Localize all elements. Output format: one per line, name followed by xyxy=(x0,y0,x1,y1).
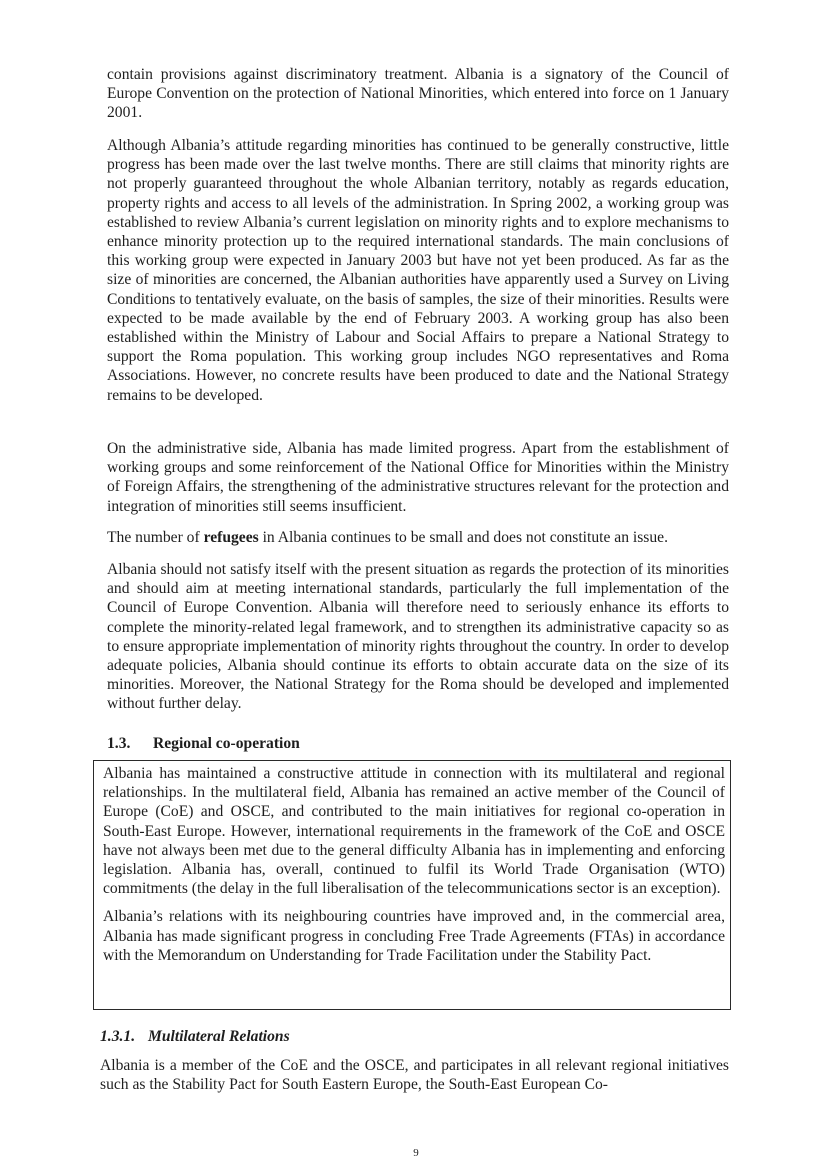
page-number: 9 xyxy=(413,1147,419,1159)
summary-paragraph-multilateral: Albania has maintained a constructive attitude in connection with its multilateral and regional relationships. In the multilateral field, Albania has remained an active member of the Council of Europe (CoE) and OSCE, and contributed to the main initiatives for regional co-operation in South-East Europe. However, international requirements in the framework of the CoE and OSCE have not always been met due to the general difficulty Albania has in implementing and enforcing legislation. Albania has, overall, continued to fulfil its World Trade Organisation (WTO) commitments (the delay in the full liberalisation of the telecommunications sector is an exception). xyxy=(103,765,725,898)
summary-box xyxy=(93,760,731,1010)
paragraph-refugees xyxy=(107,528,729,547)
paragraph-minority-convention: contain provisions against discriminatory treatment. Albania is a signatory of the Council of Europe Convention on the protection of National Minorities, which entered into force on 1 January 2001. xyxy=(107,66,729,122)
subsection-title: Multilateral Relations xyxy=(148,1028,290,1045)
paragraph-administrative-side: On the administrative side, Albania has made limited progress. Apart from the establishment of working groups and some reinforcement of the National Office for Minorities within the Ministry of Foreign Affairs, the strengthening of the administrative structures relevant for the protection and integration of minorities still seems insufficient. xyxy=(107,440,729,515)
paragraph-minority-progress: Although Albania’s attitude regarding minorities has continued to be generally constructive, little progress has been made over the last twelve months. There are still claims that minority rights are not properly guaranteed throughout the whole Albanian territory, notably as regards education, property rights and access to all levels of the administration. In Spring 2002, a working group was established to review Albania’s current legislation on minority rights and to explore mechanisms to enhance minority protection up to the required international standards. The main conclusions of this working group were expected in January 2003 but have not yet been produced. As far as the size of minorities are concerned, the Albanian authorities have apparently used a Survey on Living Conditions to tentatively evaluate, on the basis of samples, the size of their minorities. Results were expected to be made available by the end of February 2003. A working group has also been established within the Ministry of Labour and Social Affairs to prepare a National Strategy to support the Roma population. This working group includes NGO representatives and Roma Associations. However, no concrete results have been produced to date and the National Strategy remains to be developed. xyxy=(107,137,729,404)
subsection-number: 1.3.1. xyxy=(100,1028,136,1045)
section-heading xyxy=(107,734,300,753)
refugees-bold-term: refugees xyxy=(203,529,259,546)
paragraph-multilateral-relations: Albania is a member of the CoE and the OSCE, and participates in all relevant regional initiatives such as the Stability Pact for South Eastern Europe, the South-East European Co- xyxy=(100,1057,729,1094)
subsection-heading xyxy=(100,1027,290,1046)
refugees-text-after: in Albania continues to be small and does not constitute an issue. xyxy=(258,529,668,546)
section-number: 1.3. xyxy=(107,735,131,752)
section-title: Regional co-operation xyxy=(153,735,300,752)
paragraph-recommendations: Albania should not satisfy itself with the present situation as regards the protection of its minorities and should aim at meeting international standards, particularly the full implementation of the Council of Europe Convention. Albania will therefore need to seriously enhance its efforts to complete the minority-related legal framework, and to strengthen its administrative capacity so as to ensure appropriate implementation of minority rights throughout the country. In order to develop adequate policies, Albania should continue its efforts to obtain accurate data on the size of its minorities. Moreover, the National Strategy for the Roma should be developed and implemented without further delay. xyxy=(107,561,729,713)
refugees-text-before: The number of xyxy=(107,529,204,546)
summary-paragraph-neighbours: Albania’s relations with its neighbouring countries have improved and, in the commercial area, Albania has made significant progress in concluding Free Trade Agreements (FTAs) in accordance with the Memorandum on Understanding for Trade Facilitation under the Stability Pact. xyxy=(103,908,725,964)
